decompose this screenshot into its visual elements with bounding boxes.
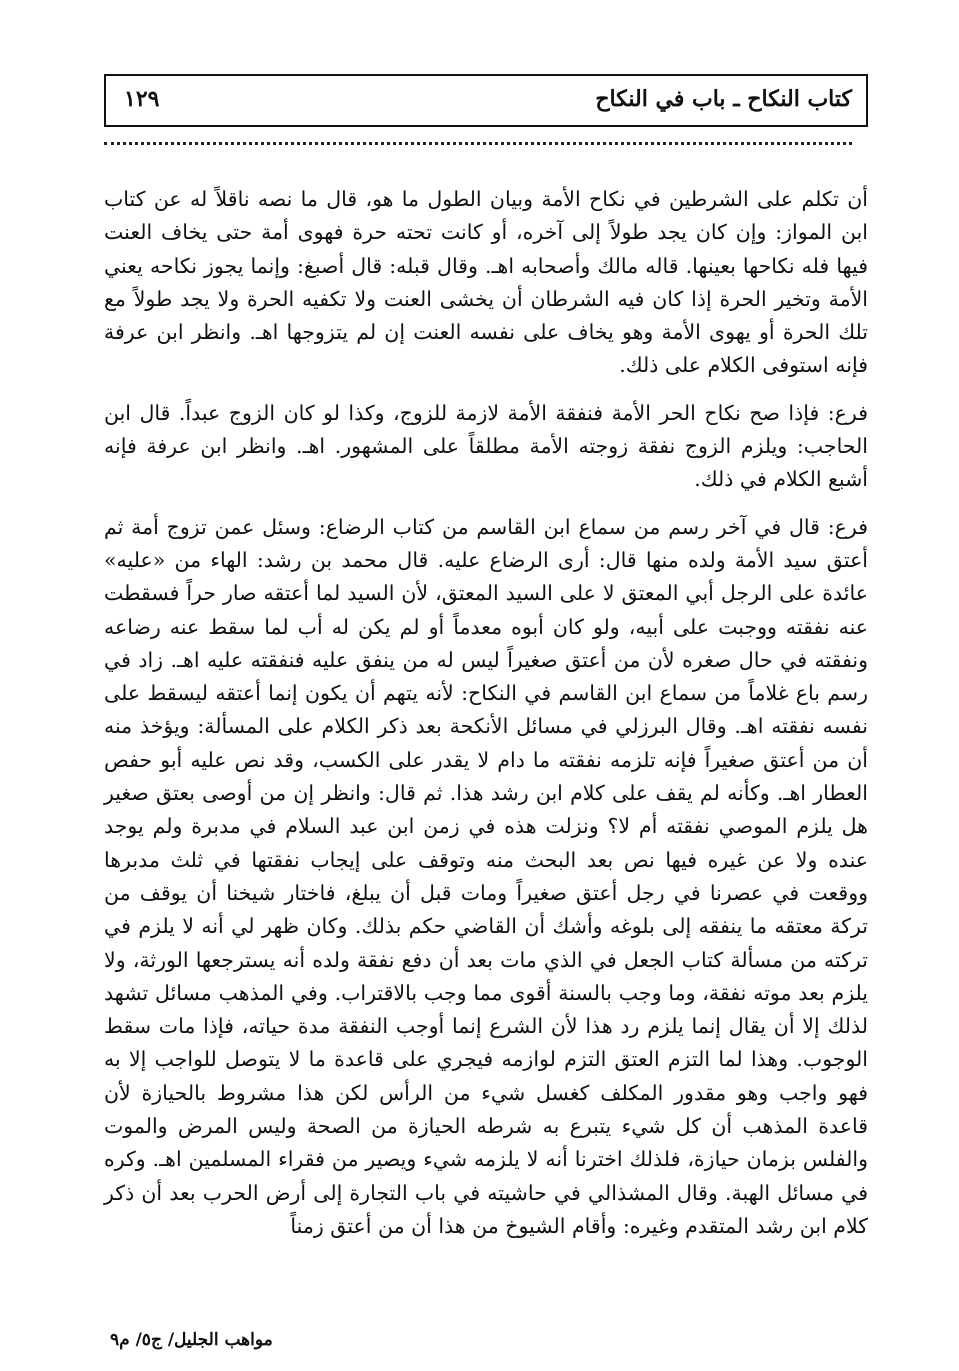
paragraph: فرع: قال في آخر رسم من سماع ابن القاسم من كتاب الرضاع: وسئل عمن تزوج أمة ثم أعتق سيد الأمة ولده منها قال: أرى الرضاع عليه. قال محمد بن رشد: الهاء من «عليه» عائدة على الرجل أبي المعتق لا على السيد المعتق، لأن السيد لما أعتقه صار حراً فسقطت عنه نفقته ووجبت على أبيه، ولو كان أبوه معدماً أو لم يكن له أب لما سقط عنه رضاعه ونفقته في حال صغره لأن من أعتق صغيراً ليس له من ينفق عليه فنفقته عليه اهـ. زاد في رسم باع غلاماً من سماع ابن القاسم في النكاح: لأنه يتهم أن يكون إنما أعتقه ليسقط على نفسه نفقته اهـ. وقال البرزلي في مسائل الأنكحة بعد ذكر الكلام على المسألة: ويؤخذ منه أن من أعتق صغيراً فإنه تلزمه نفقته ما دام لا يقدر على الكسب، وقد نص عليه أبو حفص العطار اهـ. وكأنه لم يقف على كلام ابن رشد هذا. ثم قال: وانظر إن من أوصى بعتق صغير هل يلزم الموصي نفقته أم لا؟ ونزلت هذه في زمن ابن عبد السلام في مدبرة ولم يوجد عنده ولا عن غيره فيها نص بعد البحث منه وتوقف على إيجاب نفقتها في ثلث مدبرها ووقعت في عصرنا في رجل أعتق صغيراً ومات قبل أن يبلغ، فاختار شيخنا أن يوقف من تركة معتقه ما ينفقه إلى بلوغه وأشك أن القاضي حكم بذلك. وكان ظهر لي أنه لا يلزم في تركته من مسألة كتاب الجعل في الذي مات بعد أن دفع نفقة ولده أنه يسترجعها الورثة، ولا يلزم بعد موته نفقة، وما وجب بالسنة أقوى مما وجب بالاقتراب. وفي المذهب مسائل تشهد لذلك إلا أن يقال إنما يلزم رد هذا لأن الشرع إنما أوجب النفقة مدة حياته، فإذا مات سقط الوجوب. وهذا لما التزم العتق التزم لوازمه فيجري على قاعدة ما لا يتوصل للواجب إلا به فهو واجب وهو مقدور المكلف كغسل شيء من الرأس لكن هذا مشروط بالحيازة لأن قاعدة المذهب أن كل شيء يتبرع به شرطه الحيازة من الصحة وليس المرض والموت والفلس بزمان حيازة، فلذلك اخترنا أنه لا يلزمه شيء ويصير من فقراء المسلمين اهـ. وكره في مسائل الهبة. وقال المشذالي في حاشيته في باب التجارة إلى أرض الحرب بعد أن ذكر كلام ابن رشد المتقدم وغيره: وأقام الشيوخ من هذا أن من أعتق زمناً xyxy=(104,514,868,1238)
main-text xyxy=(104,183,868,1243)
paragraph: أن تكلم على الشرطين في نكاح الأمة وبيان الطول ما هو، قال ما نصه ناقلاً له عن كتاب ابن المواز: وإن كان يجد طولاً إلى آخره، أو كانت تحته حرة فهوى أمة حتى يخاف العنت فيها فله نكاحها بعينها. قاله مالك وأصحابه اهـ. وقال قبله: قال أصبغ: وإنما يجوز نكاحه يعني الأمة وتخير الحرة إذا كان فيه الشرطان أن يخشى العنت ولا تكفيه الحرة ولا يجد طولاً مع تلك الحرة أو يهوى الأمة وهو يخاف على نفسه العنت إن لم يتزوجها اهـ. وانظر ابن عرفة فإنه استوفى الكلام على ذلك. xyxy=(104,187,868,378)
dotted-divider xyxy=(104,142,852,145)
page-number: ١٢٩ xyxy=(124,86,160,112)
signature-mark: مواهب الجليل/ ج٥/ م٩ xyxy=(110,1330,273,1350)
paragraph: فرع: فإذا صح نكاح الحر الأمة فنفقة الأمة لازمة للزوج، وكذا لو كان الزوج عبداً. قال ابن الحاجب: ويلزم الزوج نفقة زوجته الأمة مطلقاً على المشهور. اهـ. وانظر ابن عرفة فإنه أشبع الكلام في ذلك. xyxy=(104,400,868,492)
running-header xyxy=(104,74,868,127)
chapter-title: كتاب النكاح ـ باب في النكاح xyxy=(595,86,852,112)
